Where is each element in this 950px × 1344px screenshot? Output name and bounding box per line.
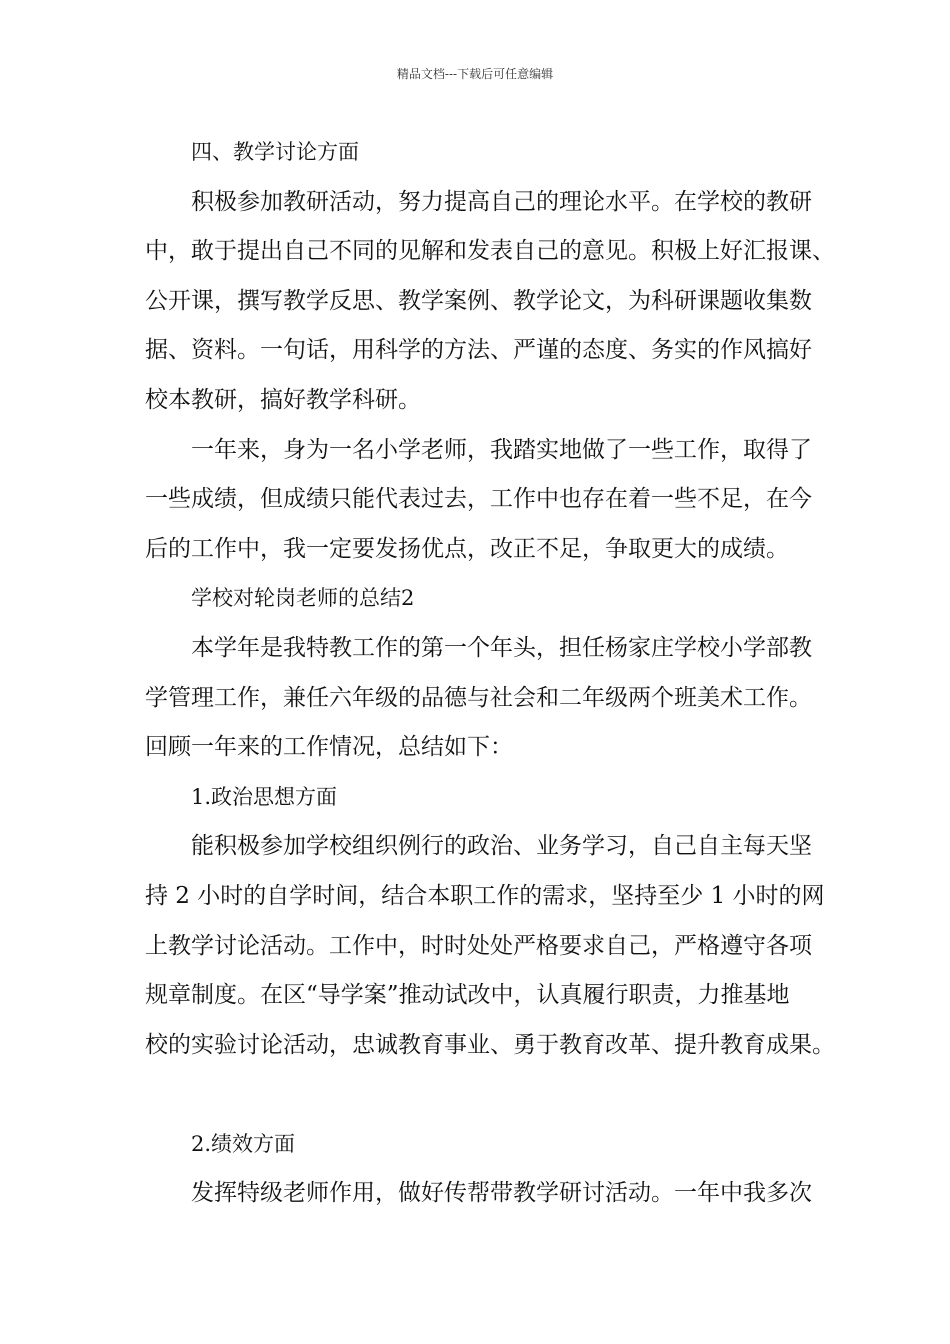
paragraph-line: 学管理工作，兼任六年级的品德与社会和二年级两个班美术工作。 xyxy=(145,684,812,711)
subheading-politics: 1.政治思想方面 xyxy=(191,784,338,809)
paragraph-line: 后的工作中，我一定要发扬优点，改正不足，争取更大的成绩。 xyxy=(145,535,789,562)
paragraph-line: 能积极参加学校组织例行的政治、业务学习，自己自主每天坚 xyxy=(191,833,812,860)
subheading-performance: 2.绩效方面 xyxy=(191,1131,296,1156)
paragraph-line: 公开课，撰写教学反思、教学案例、教学论文，为科研课题收集数 xyxy=(145,287,812,314)
paragraph-line: 持 2 小时的自学时间，结合本职工作的需求，坚持至少 1 小时的网 xyxy=(145,882,825,909)
paragraph-line: 据、资料。一句话，用科学的方法、严谨的态度、务实的作风搞好 xyxy=(145,337,812,364)
blank-line xyxy=(145,1070,825,1120)
paragraph-line: 发挥特级老师作用，做好传帮带教学研讨活动。一年中我多次 xyxy=(191,1180,812,1207)
paragraph-line: 校本教研，搞好教学科研。 xyxy=(145,386,421,413)
paragraph-line: 中，敢于提出自己不同的见解和发表自己的意见。积极上好汇报课、 xyxy=(145,238,835,265)
page-header: 精品文档---下载后可任意编辑 xyxy=(396,67,554,81)
paragraph-line: 校的实验讨论活动，忠诚教育事业、勇于教育改革、提升教育成果。 xyxy=(145,1031,835,1058)
document-title-2: 学校对轮岗老师的总结2 xyxy=(191,586,415,611)
paragraph-line: 回顾一年来的工作情况，总结如下： xyxy=(145,734,513,761)
paragraph-line: 一些成绩，但成绩只能代表过去，工作中也存在着一些不足，在今 xyxy=(145,486,812,513)
section-heading-4: 四、教学讨论方面 xyxy=(191,140,359,164)
paragraph-line: 本学年是我特教工作的第一个年头，担任杨家庄学校小学部教 xyxy=(191,634,812,661)
paragraph-line: 上教学讨论活动。工作中，时时处处严格要求自己，严格遵守各项 xyxy=(145,932,812,959)
document-body xyxy=(145,128,835,1219)
paragraph-line: 积极参加教研活动，努力提高自己的理论水平。在学校的教研 xyxy=(191,188,812,215)
paragraph-line: 规章制度。在区“导学案”推动试改中，认真履行职责，力推基地 xyxy=(145,982,790,1009)
paragraph-line: 一年来，身为一名小学老师，我踏实地做了一些工作，取得了 xyxy=(191,436,812,463)
